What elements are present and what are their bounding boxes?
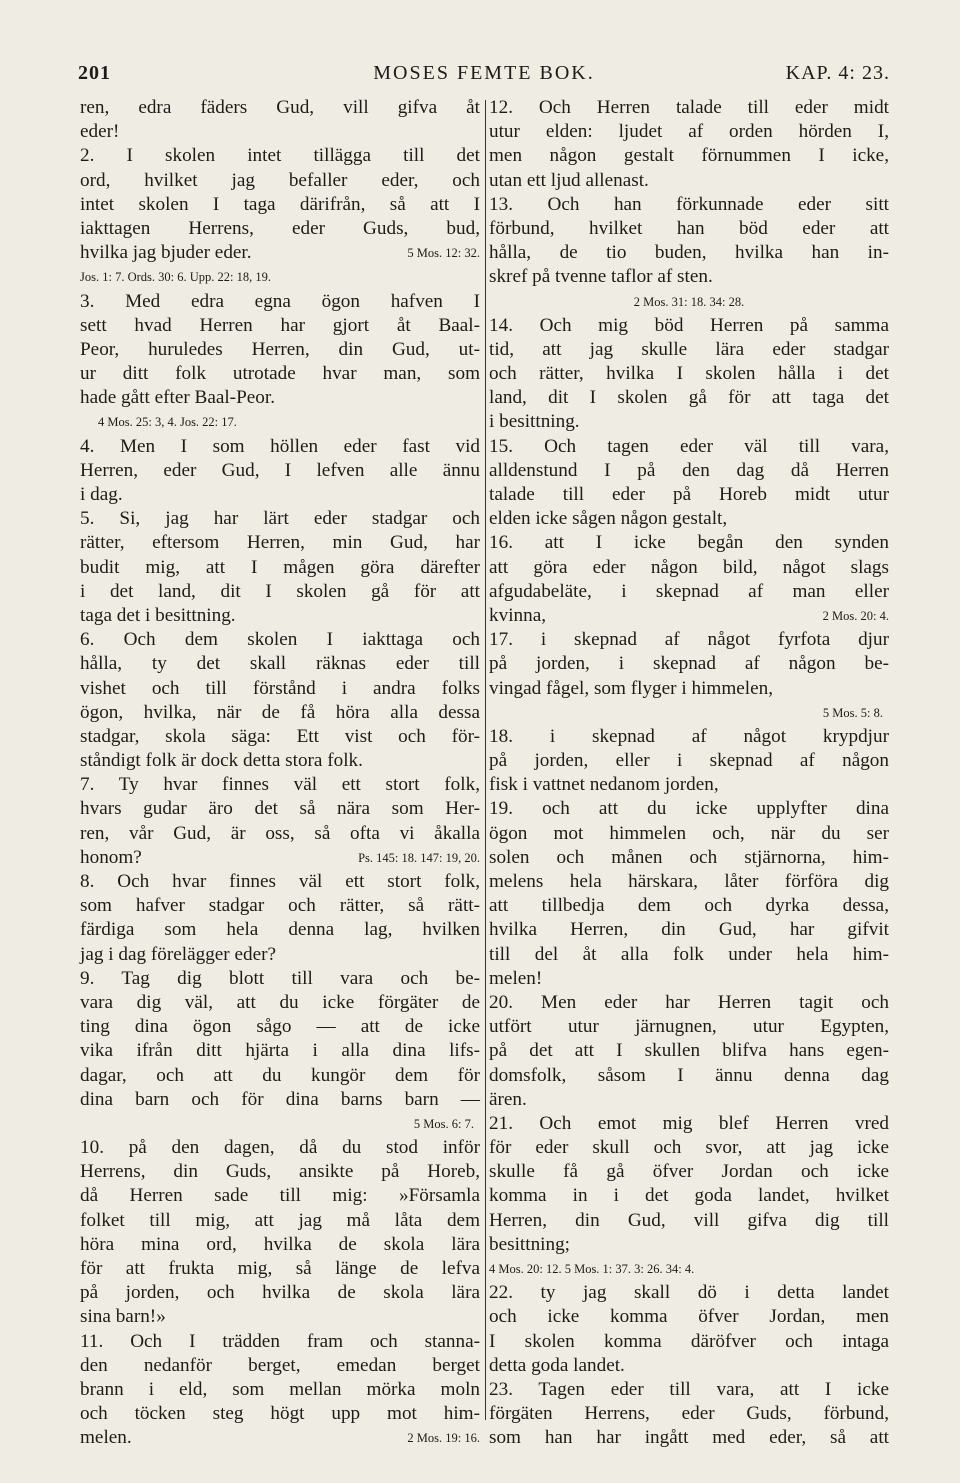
- verse-line: då Herren sade till mig: »Församla: [80, 1185, 480, 1207]
- verse-line: i besittning.: [489, 411, 580, 433]
- verse-line: ur ditt folk utrotade hvar man, som: [80, 363, 480, 385]
- cross-reference: 5 Mos. 5: 8.: [822, 705, 883, 720]
- verse-line: solen och månen och stjärnorna, him-: [489, 846, 889, 868]
- verse-line: 3. Med edra egna ögon hafven I: [80, 290, 480, 312]
- verse-line: iakttagen Herrens, eder Guds, bud,: [80, 217, 480, 239]
- verse-line: 4. Men I som höllen eder fast vid: [80, 435, 480, 457]
- verse-line: som hafver stadgar och rätter, så rätt-: [80, 895, 480, 917]
- verse-line: dina barn och för dina barns barn —: [80, 1088, 480, 1110]
- verse-line: höra mina ord, hvilka de skola lära: [80, 1233, 480, 1255]
- verse-line: 21. Och emot mig blef Herren vred: [489, 1112, 889, 1134]
- verse-line: på jorden, i skepnad af någon be-: [489, 653, 889, 675]
- verse-line: vika ifrån ditt hjärta i alla dina lifs-: [80, 1040, 480, 1062]
- column-divider: [485, 100, 486, 1420]
- verse-line: 17. i skepnad af något fyrfota djur: [489, 629, 889, 651]
- verse-line: på jorden, och hvilka de skola lära: [80, 1282, 480, 1304]
- verse-line: ren, vår Gud, är oss, så ofta vi åkalla: [80, 822, 480, 844]
- verse-line: ären.: [489, 1088, 527, 1110]
- verse-line: på det att I skullen blifva hans egen-: [489, 1040, 889, 1062]
- verse-line: dagar, och att du kungör dem för: [80, 1064, 480, 1086]
- verse-line: förgäten Herrens, eder Guds, förbund,: [489, 1403, 889, 1425]
- cross-reference: 2 Mos. 31: 18. 34: 28.: [633, 294, 745, 309]
- verse-line: hålla, de tio buden, hvilka han in-: [489, 242, 889, 264]
- verse-line: 20. Men eder har Herren tagit och: [489, 991, 889, 1013]
- verse-line: Peor, huruledes Herren, din Gud, ut-: [80, 338, 480, 360]
- verse-line: melens hela härskara, låter förföra dig: [489, 871, 889, 892]
- verse-line: 23. Tagen eder till vara, att I icke: [489, 1378, 889, 1400]
- verse-line: vara dig väl, att du icke förgäter de: [80, 991, 480, 1013]
- verse-line: skulle få gå öfver Jordan och icke: [489, 1161, 889, 1183]
- verse-line: 12. Och Herren talade till eder midt: [489, 97, 889, 118]
- verse-line: talade till eder på Horeb midt utur: [489, 484, 889, 505]
- verse-line: 9. Tag dig blott till vara och be-: [80, 967, 480, 989]
- verse-line: 6. Och dem skolen I iakttaga och: [80, 629, 480, 651]
- verse-text: hvilka jag bjuder eder.: [80, 242, 252, 264]
- verse-line: hålla, ty det skall räknas eder till: [80, 653, 480, 675]
- verse-line: 19. och att du icke upplyfter dina: [489, 798, 889, 820]
- verse-line: komma in i det goda landet, hvilket: [489, 1185, 889, 1207]
- verse-line: [80, 1426, 480, 1450]
- verse-line: i dag.: [80, 484, 123, 505]
- verse-line: den nedanför berget, emedan berget: [80, 1354, 480, 1376]
- verse-line: hvilka Herren, din Gud, har gifvit: [489, 919, 889, 941]
- right-column: [489, 96, 889, 1451]
- cross-reference: 2 Mos. 20: 4.: [822, 608, 889, 623]
- verse-line: 8. Och hvar finnes väl ett stort folk,: [80, 871, 480, 892]
- verse-text: honom?: [80, 846, 142, 868]
- verse-line: 16. att I icke begån den synden: [489, 532, 889, 554]
- verse-line: ståndigt folk är dock detta stora folk.: [80, 750, 363, 772]
- verse-line: [80, 846, 480, 870]
- verse-line: och rätter, hvilka I skolen hålla i det: [489, 363, 889, 385]
- verse-line: för att frukta mig, så länge de lefva: [80, 1258, 480, 1279]
- verse-line: intet skolen I taga därifrån, så att I: [80, 193, 480, 215]
- verse-line: ögon, hvilka, när de få höra alla dessa: [80, 701, 480, 723]
- page-header: [78, 62, 890, 90]
- verse-line: förbund, hvilket han böd eder att: [489, 217, 889, 239]
- verse-line: budit mig, att I mågen göra därefter: [80, 556, 480, 578]
- verse-line: 5. Si, jag har lärt eder stadgar och: [80, 508, 480, 530]
- verse-line: och icke komma öfver Jordan, men: [489, 1306, 889, 1328]
- verse-line: melen!: [489, 967, 543, 989]
- verse-line: elden icke sågen någon gestalt,: [489, 508, 728, 530]
- verse-line: 13. Och han förkunnade eder sitt: [489, 193, 889, 215]
- verse-line: sina barn!»: [80, 1306, 166, 1328]
- verse-line: skref på tvenne taflor af sten.: [489, 266, 713, 288]
- verse-line: för eder skull och svor, att jag icke: [489, 1137, 889, 1159]
- cross-reference: 5 Mos. 6: 7.: [413, 1116, 474, 1131]
- verse-line: eder!: [80, 121, 120, 143]
- verse-line: folket till mig, att jag må låta dem: [80, 1209, 480, 1231]
- verse-line: färdiga som hela denna lag, hvilken: [80, 919, 480, 941]
- verse-line: i det land, dit I skolen gå för att: [80, 580, 480, 602]
- cross-reference: Ps. 145: 18. 147: 19, 20.: [358, 850, 480, 865]
- verse-line: land, dit I skolen gå för att taga det: [489, 387, 889, 409]
- verse-line: att göra eder någon bild, något slags: [489, 556, 889, 578]
- verse-line: på jorden, eller i skepnad af någon: [489, 750, 889, 772]
- verse-line: domsfolk, såsom I ännu denna dag: [489, 1064, 889, 1086]
- verse-line: och töcken steg högt upp mot him-: [80, 1403, 480, 1425]
- verse-line: hvars gudar äro det så nära som Her-: [80, 798, 480, 820]
- verse-line: tid, att jag skulle lära eder stadgar: [489, 338, 889, 360]
- verse-line: vingad fågel, som flyger i himmelen,: [489, 677, 774, 699]
- verse-line: 7. Ty hvar finnes väl ett stort folk,: [80, 774, 480, 796]
- verse-line: [80, 241, 480, 265]
- verse-line: vishet och till förstånd i andra folks: [80, 677, 480, 699]
- verse-line: utan ett ljud allenast.: [489, 169, 649, 191]
- page-number: 201: [78, 62, 111, 84]
- verse-line: brann i eld, som mellan mörka moln: [80, 1378, 480, 1400]
- verse-line: [489, 604, 889, 628]
- verse-line: detta goda landet.: [489, 1354, 625, 1376]
- verse-line: till del åt alla folk under hela him-: [489, 943, 889, 965]
- left-column: [80, 96, 480, 1451]
- verse-line: 11. Och I trädden fram och stanna-: [80, 1330, 480, 1352]
- verse-line: som han har ingått med eder, så att: [489, 1427, 889, 1449]
- verse-line: fisk i vattnet nedanom jorden,: [489, 774, 719, 796]
- verse-line: 22. ty jag skall dö i detta landet: [489, 1282, 889, 1304]
- cross-reference: Jos. 1: 7. Ords. 30: 6. Upp. 22: 18, 19.: [80, 270, 271, 285]
- verse-line: stadgar, skola säga: Ett vist och för-: [80, 725, 480, 747]
- cross-reference: 5 Mos. 12: 32.: [407, 246, 480, 261]
- verse-line: sett hvad Herren har gjort åt Baal-: [80, 314, 480, 336]
- verse-line: utur elden: ljudet af orden hörden I,: [489, 121, 889, 143]
- cross-reference: 2 Mos. 19: 16.: [407, 1431, 480, 1446]
- chapter-reference: KAP. 4: 23.: [785, 62, 890, 84]
- verse-line: rätter, eftersom Herren, min Gud, har: [80, 532, 480, 554]
- verse-line: 10. på den dagen, då du stod inför: [80, 1137, 480, 1159]
- cross-reference: 4 Mos. 20: 12. 5 Mos. 1: 37. 3: 26. 34: 4.: [489, 1262, 695, 1276]
- verse-line: ren, edra fäders Gud, vill gifva åt: [80, 97, 480, 118]
- verse-line: utfört utur järnugnen, utur Egypten,: [489, 1016, 889, 1038]
- verse-line: Herren, din Gud, vill gifva dig till: [489, 1209, 889, 1231]
- verse-line: att tillbedja dem och dyrka dessa,: [489, 895, 889, 917]
- verse-line: ögon mot himmelen och, när du ser: [489, 822, 889, 844]
- verse-line: 14. Och mig böd Herren på samma: [489, 314, 889, 336]
- verse-line: 15. Och tagen eder väl till vara,: [489, 435, 889, 457]
- verse-line: 18. i skepnad af något krypdjur: [489, 725, 889, 747]
- verse-line: jag i dag förelägger eder?: [80, 943, 277, 965]
- verse-line: ting dina ögon sågo — att de icke: [80, 1016, 480, 1038]
- verse-line: Herrens, din Guds, ansikte på Horeb,: [80, 1161, 480, 1183]
- verse-line: taga det i besittning.: [80, 604, 236, 626]
- verse-line: ord, hvilket jag befaller eder, och: [80, 169, 480, 191]
- verse-line: afgudabeläte, i skepnad af man eller: [489, 580, 889, 602]
- verse-line: alldenstund I på den dag då Herren: [489, 459, 889, 481]
- verse-text: kvinna,: [489, 604, 547, 626]
- verse-line: hade gått efter Baal-Peor.: [80, 387, 275, 409]
- verse-line: 2. I skolen intet tillägga till det: [80, 145, 480, 167]
- cross-reference: 4 Mos. 25: 3, 4. Jos. 22: 17.: [98, 415, 237, 430]
- verse-text: melen.: [80, 1427, 132, 1449]
- verse-line: besittning;: [489, 1233, 571, 1255]
- verse-line: men någon gestalt förnummen I icke,: [489, 145, 889, 167]
- verse-line: I skolen komma däröfver och intaga: [489, 1330, 889, 1352]
- verse-line: Herren, eder Gud, I lefven alle ännu: [80, 459, 480, 481]
- book-title: MOSES FEMTE BOK.: [373, 62, 595, 84]
